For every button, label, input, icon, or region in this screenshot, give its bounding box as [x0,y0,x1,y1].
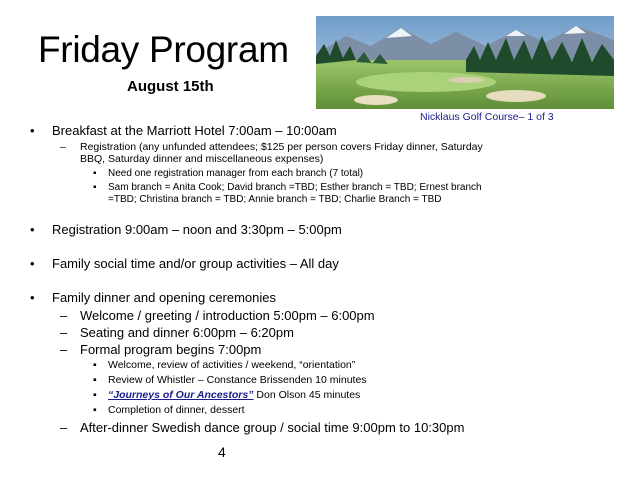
slide-subtitle: August 15th [127,78,214,95]
dash-icon: – [60,141,66,153]
bullet-icon: • [30,290,35,305]
journeys-of-our-ancestors-link[interactable]: “Journeys of Our Ancestors” [108,389,254,401]
branches-line-1: Sam branch = Anita Cook; David branch =TBD; Esther branch = TBD; Ernest branch [108,182,482,193]
square-bullet-icon: ▪ [93,389,97,401]
formal-item-completion: Completion of dinner, dessert [108,404,245,416]
dash-icon: – [60,308,68,323]
golf-course-illustration [316,16,614,109]
bullet-icon: • [30,256,35,271]
bullet-icon: • [30,123,35,138]
square-bullet-icon: ▪ [93,374,97,386]
agenda-subitem-formal: Formal program begins 7:00pm [80,342,262,357]
page-number: 4 [218,444,226,460]
agenda-item-family-dinner: Family dinner and opening ceremonies [52,290,277,305]
registration-note-line-1: Registration (any unfunded attendees; $125 per person covers Friday dinner, Saturday [80,141,483,153]
image-caption: Nicklaus Golf Course– 1 of 3 [420,111,554,123]
agenda-item-breakfast: Breakfast at the Marriott Hotel 7:00am – 10:00am [52,123,337,138]
branches-line-2: =TBD; Christina branch = TBD; Annie branch = TBD; Charlie Branch = TBD [108,194,442,205]
square-bullet-icon: ▪ [93,404,97,416]
agenda-subitem-seating: Seating and dinner 6:00pm – 6:20pm [80,325,294,340]
square-bullet-icon: ▪ [93,168,97,179]
formal-item-journeys [108,389,360,401]
dash-icon: – [60,420,68,435]
formal-item-review: Review of Whistler – Constance Brissenden 10 minutes [108,374,367,386]
slide-title: Friday Program [38,29,289,70]
agenda-item-family-social: Family social time and/or group activities – All day [52,256,339,271]
golf-course-photo [316,16,614,109]
square-bullet-icon: ▪ [93,359,97,371]
formal-item-journeys-presenter: Don Olson 45 minutes [253,389,361,401]
formal-item-welcome: Welcome, review of activities / weekend, “orientation” [108,359,356,371]
agenda-subitem-after-dinner: After-dinner Swedish dance group / social time 9:00pm to 10:30pm [80,420,465,435]
bullet-icon: • [30,222,35,237]
registration-note-line-2: BBQ, Saturday dinner and miscellaneous expenses) [80,153,324,165]
manager-note: Need one registration manager from each branch (7 total) [108,168,364,179]
dash-icon: – [60,325,68,340]
dash-icon: – [60,342,68,357]
square-bullet-icon: ▪ [93,182,97,193]
agenda-item-registration: Registration 9:00am – noon and 3:30pm – 5:00pm [52,222,342,237]
agenda-subitem-welcome: Welcome / greeting / introduction 5:00pm – 6:00pm [80,308,375,323]
